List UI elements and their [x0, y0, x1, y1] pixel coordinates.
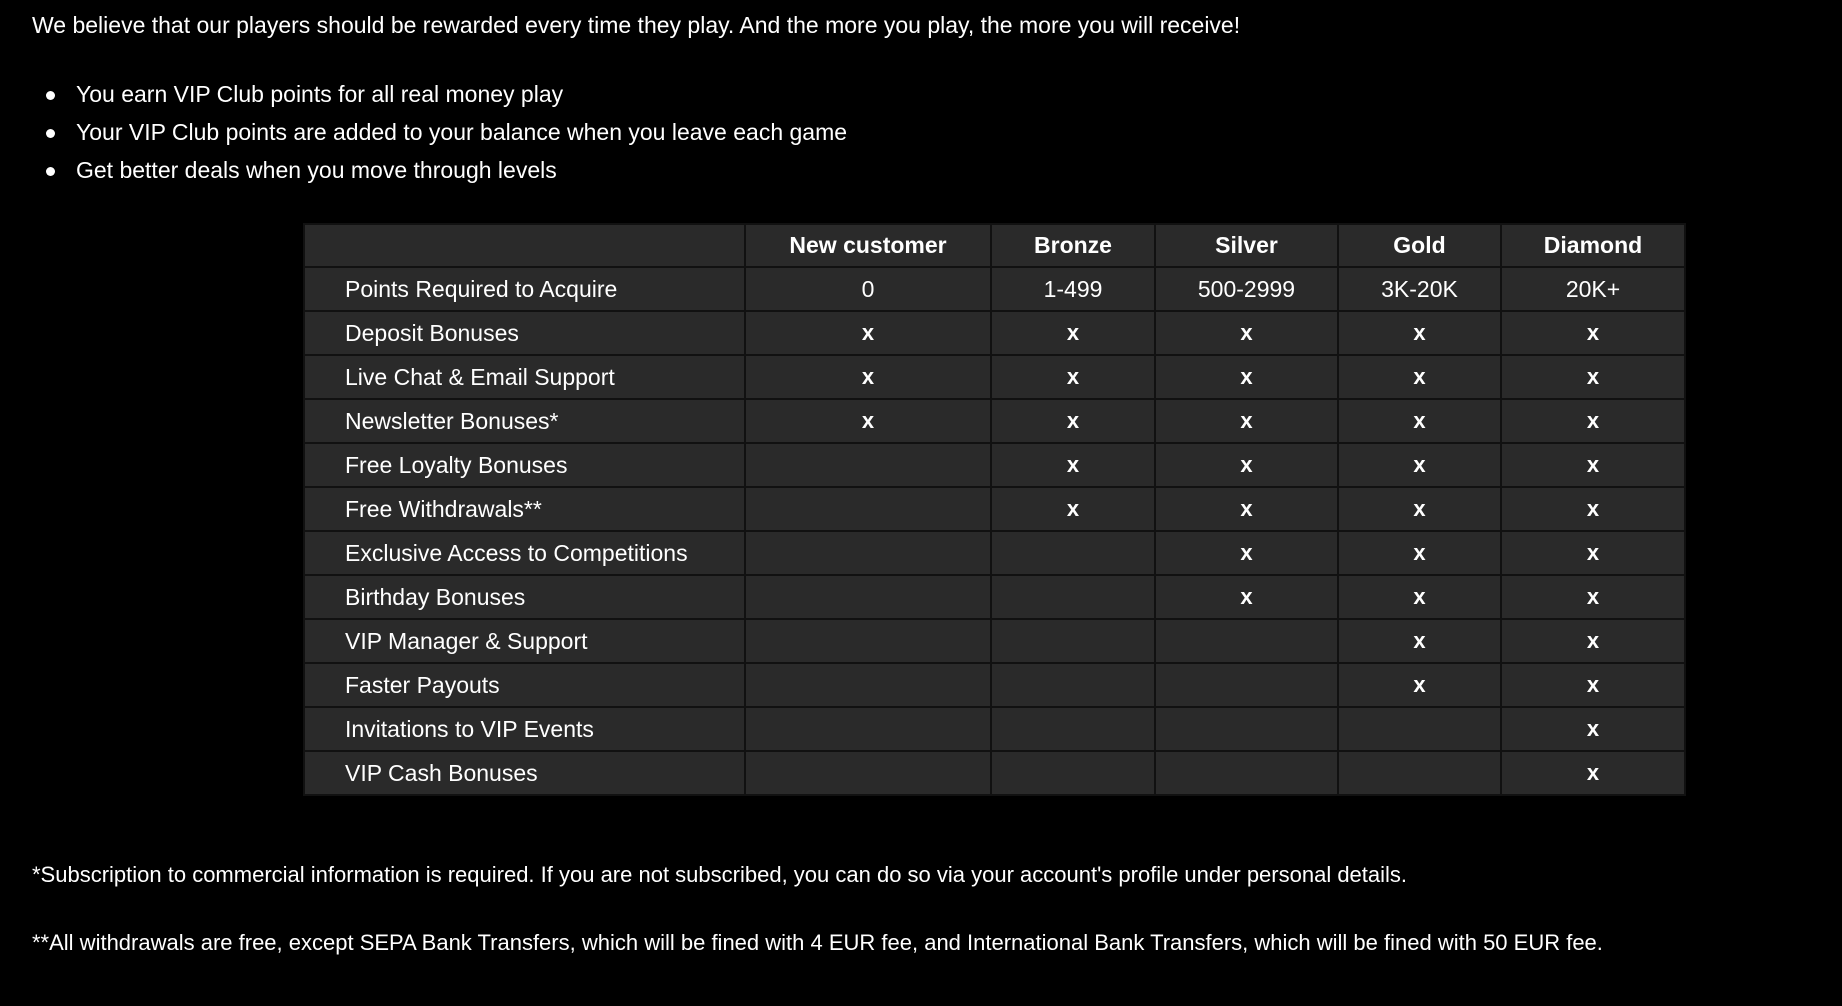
- included-mark-gold: x: [1338, 575, 1501, 619]
- cell-new-customer: [745, 443, 991, 487]
- feature-label: Newsletter Bonuses*: [304, 399, 745, 443]
- cell-bronze: [991, 575, 1155, 619]
- included-mark-diamond: x: [1501, 531, 1685, 575]
- included-mark-new-customer: x: [745, 355, 991, 399]
- header-diamond: Diamond: [1501, 224, 1685, 267]
- included-mark-silver: x: [1155, 487, 1338, 531]
- included-mark-diamond: x: [1501, 707, 1685, 751]
- feature-label: Exclusive Access to Competitions: [304, 531, 745, 575]
- table-row: [304, 619, 1685, 663]
- cell-bronze: [991, 751, 1155, 795]
- header-new-customer: New customer: [745, 224, 991, 267]
- feature-label: Faster Payouts: [304, 663, 745, 707]
- included-mark-bronze: x: [991, 311, 1155, 355]
- included-mark-diamond: x: [1501, 311, 1685, 355]
- cell-new-customer: [745, 487, 991, 531]
- included-mark-diamond: x: [1501, 619, 1685, 663]
- included-mark-diamond: x: [1501, 355, 1685, 399]
- included-mark-diamond: x: [1501, 443, 1685, 487]
- feature-label: Live Chat & Email Support: [304, 355, 745, 399]
- cell-gold: [1338, 751, 1501, 795]
- table-row: [304, 751, 1685, 795]
- footnote-withdrawals: **All withdrawals are free, except SEPA Bank Transfers, which will be fined with 4 EUR fee, and International Bank Transfers, which will be fined with 50 EUR fee.: [32, 930, 1603, 955]
- cell-silver: [1155, 751, 1338, 795]
- feature-label: VIP Cash Bonuses: [304, 751, 745, 795]
- cell-silver: [1155, 663, 1338, 707]
- table-row: [304, 443, 1685, 487]
- included-mark-silver: x: [1155, 399, 1338, 443]
- points-bronze: 1-499: [991, 267, 1155, 311]
- intro-text: We believe that our players should be rewarded every time they play. And the more you play, the more you will receive!: [32, 12, 1241, 38]
- table-row: [304, 355, 1685, 399]
- cell-new-customer: [745, 663, 991, 707]
- included-mark-silver: x: [1155, 311, 1338, 355]
- included-mark-silver: x: [1155, 443, 1338, 487]
- table-row: [304, 707, 1685, 751]
- header-silver: Silver: [1155, 224, 1338, 267]
- included-mark-silver: x: [1155, 355, 1338, 399]
- table-row: [304, 311, 1685, 355]
- table-row: [304, 487, 1685, 531]
- included-mark-gold: x: [1338, 619, 1501, 663]
- bullet-icon: [46, 91, 55, 100]
- included-mark-silver: x: [1155, 575, 1338, 619]
- feature-label: Free Withdrawals**: [304, 487, 745, 531]
- included-mark-diamond: x: [1501, 575, 1685, 619]
- points-required-label: Points Required to Acquire: [304, 267, 745, 311]
- table-row: [304, 399, 1685, 443]
- bullet-icon: [46, 167, 55, 176]
- feature-label: Invitations to VIP Events: [304, 707, 745, 751]
- included-mark-new-customer: x: [745, 399, 991, 443]
- included-mark-diamond: x: [1501, 751, 1685, 795]
- feature-label: Free Loyalty Bonuses: [304, 443, 745, 487]
- included-mark-gold: x: [1338, 311, 1501, 355]
- points-new-customer: 0: [745, 267, 991, 311]
- header-bronze: Bronze: [991, 224, 1155, 267]
- cell-bronze: [991, 619, 1155, 663]
- cell-new-customer: [745, 619, 991, 663]
- points-diamond: 20K+: [1501, 267, 1685, 311]
- footnote-subscription: *Subscription to commercial information is required. If you are not subscribed, you can do so via your account's profile under personal details.: [32, 862, 1408, 887]
- table-row: [304, 575, 1685, 619]
- cell-bronze: [991, 531, 1155, 575]
- included-mark-gold: x: [1338, 663, 1501, 707]
- included-mark-bronze: x: [991, 443, 1155, 487]
- points-gold: 3K-20K: [1338, 267, 1501, 311]
- included-mark-gold: x: [1338, 531, 1501, 575]
- table-header-row: [304, 224, 1685, 267]
- cell-new-customer: [745, 707, 991, 751]
- header-feature-column: [304, 224, 745, 267]
- included-mark-bronze: x: [991, 399, 1155, 443]
- cell-new-customer: [745, 531, 991, 575]
- included-mark-bronze: x: [991, 487, 1155, 531]
- included-mark-diamond: x: [1501, 487, 1685, 531]
- feature-label: VIP Manager & Support: [304, 619, 745, 663]
- included-mark-gold: x: [1338, 443, 1501, 487]
- table-row: [304, 531, 1685, 575]
- bullet-icon: [46, 129, 55, 138]
- vip-levels-table: [303, 223, 1686, 796]
- included-mark-bronze: x: [991, 355, 1155, 399]
- cell-bronze: [991, 707, 1155, 751]
- benefit-text: You earn VIP Club points for all real money play: [76, 81, 564, 107]
- benefit-text: Your VIP Club points are added to your balance when you leave each game: [76, 119, 848, 145]
- included-mark-gold: x: [1338, 487, 1501, 531]
- cell-silver: [1155, 707, 1338, 751]
- feature-label: Deposit Bonuses: [304, 311, 745, 355]
- included-mark-diamond: x: [1501, 663, 1685, 707]
- benefit-item: [44, 78, 847, 116]
- table-row: [304, 663, 1685, 707]
- cell-new-customer: [745, 751, 991, 795]
- benefits-list: [44, 78, 847, 192]
- included-mark-diamond: x: [1501, 399, 1685, 443]
- included-mark-new-customer: x: [745, 311, 991, 355]
- benefit-text: Get better deals when you move through levels: [76, 157, 557, 183]
- benefit-item: [44, 116, 847, 154]
- points-required-row: [304, 267, 1685, 311]
- cell-bronze: [991, 663, 1155, 707]
- points-silver: 500-2999: [1155, 267, 1338, 311]
- cell-new-customer: [745, 575, 991, 619]
- included-mark-silver: x: [1155, 531, 1338, 575]
- header-gold: Gold: [1338, 224, 1501, 267]
- cell-silver: [1155, 619, 1338, 663]
- feature-label: Birthday Bonuses: [304, 575, 745, 619]
- cell-gold: [1338, 707, 1501, 751]
- included-mark-gold: x: [1338, 355, 1501, 399]
- included-mark-gold: x: [1338, 399, 1501, 443]
- benefit-item: [44, 154, 847, 192]
